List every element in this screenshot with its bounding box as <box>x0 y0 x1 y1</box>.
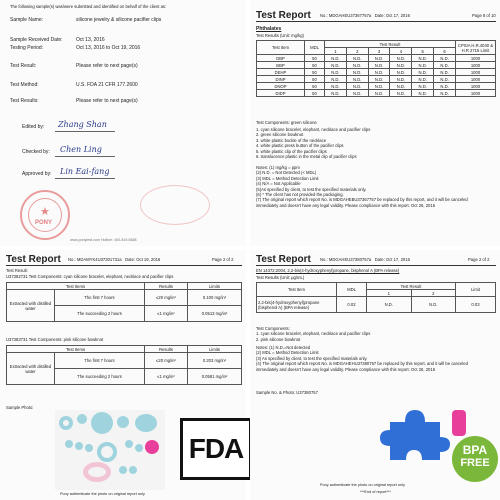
cover-footer: www.ponytest.com Hotline: 400-819-5688 <box>70 238 137 242</box>
table-cell: N.D. <box>368 69 390 76</box>
bpa-badge-line1: BPA <box>462 443 488 457</box>
table-cell: N.D. <box>346 90 368 97</box>
units-label: Test Results (Unit: µg/mL) <box>256 275 305 280</box>
table-cell: 50 <box>305 69 325 76</box>
sample-photo <box>55 410 165 490</box>
components-list <box>256 326 496 342</box>
notes-list <box>256 165 496 208</box>
extraction-table-1: Test Items Results Limits Extracted with distilled water The first 7 hours ≤20 mg/in² 0.100 mg/in² The succeeding 2 hours ≤1 mg/in² 0.0513 mg/in² <box>6 282 242 322</box>
table-cell: N.D. <box>412 83 434 90</box>
table-row <box>257 76 496 83</box>
header-rule <box>6 265 242 266</box>
table-cell: N.D. <box>390 76 412 83</box>
table-cell: 1000 <box>456 55 496 62</box>
table-cell: DNOP <box>257 83 305 90</box>
component-item: 5. white plastic clip of the pacifier clips <box>256 148 327 154</box>
bpa-badge-line2: FREE <box>460 457 490 469</box>
phthalates-table: Test Item MDL Test Result CPSIA H.R.4040 & H.R 2715 Limit 1 2 3 4 5 6 DBP 50 N.D. N.D. N.D. N.D. N.D. N.D. 1000 BBP 50 N.D. N.D. N.D. N.D. N.D. N.D. 1000 DEHP 50 N.D. N.D. N.D. N.D. N.D. N.D. 1000 DINP 50 N.D. N.D. N.D. N.D. N.D. N.D. 1000 DNOP 50 N.D. N.D. N.D. N.D. N.D. N.D. 1000 DIDP 50 N.D. N.D. N.D. N.D. N.D. N.D. 1000 <box>256 40 496 97</box>
table-cell: N.D. <box>434 90 456 97</box>
report-number: No.: MDGAHEU37380757a Date: Oct 17, 2016 <box>320 257 410 262</box>
approved-by-label: Approved by: <box>22 171 52 177</box>
table-cell: N.D. <box>346 76 368 83</box>
field-test-result: Test Result: Please refer to next page(s) <box>10 63 138 69</box>
table-cell: 50 <box>305 76 325 83</box>
units-label: Test Results (Unit: mg/kg) <box>256 33 304 38</box>
report-title: Test Report <box>256 254 311 265</box>
stamp-star-icon: ★ <box>40 206 50 218</box>
table-cell: N.D. <box>325 62 347 69</box>
table-cell: N.D. <box>325 55 347 62</box>
cover-page <box>0 0 246 246</box>
note-item: Notes: (1) N.D.=Not detected <box>256 345 311 350</box>
page-number: Page 2 of 2 <box>212 257 234 262</box>
report-number: No.: MDAMYK4U37301731a Date: Oct 19, 2016 <box>68 257 161 262</box>
table-cell: DIDP <box>257 90 305 97</box>
table-cell: N.D. <box>368 76 390 83</box>
table-cell: N.D. <box>325 83 347 90</box>
table-cell: DINP <box>257 76 305 83</box>
table-cell: N.D. <box>325 90 347 97</box>
table-cell: N.D. <box>390 55 412 62</box>
note-item: immediately and doesn't have any legal validity. Please compliance with this report. Oct 26, 2016 <box>256 202 436 208</box>
field-testing-period: Testing Period: Oct 13, 2016 to Oct 19, 2016 <box>10 45 141 51</box>
note-item: Notes: (1) mg/kg = ppm <box>256 165 300 170</box>
table-cell: 1000 <box>456 62 496 69</box>
report-number: No.: MDGAHEU37367757a Date: Oct 17, 2016 <box>320 13 410 18</box>
phthalates-report-page <box>250 0 500 246</box>
table-cell: BBP <box>257 62 305 69</box>
table-cell: 50 <box>305 55 325 62</box>
table-row <box>257 55 496 62</box>
component-item: 6. translucence plastic in the metal clip of pacifier clips <box>256 154 357 160</box>
component-item: 2. green silicone bowknot <box>256 132 304 138</box>
company-stamp <box>20 190 70 240</box>
table-cell: 50 <box>305 83 325 90</box>
table-cell: N.D. <box>434 83 456 90</box>
fda-logo: FDA <box>180 418 252 480</box>
table-cell: N.D. <box>412 62 434 69</box>
section2-sample: U37383731 Test Components: pink silicone bowknot <box>6 337 104 342</box>
table-cell: N.D. <box>434 76 456 83</box>
note-item: (4) The original report which report No. is MDGAHEHU37380757 be replaced by this report, and it will be canceled <box>256 361 468 367</box>
table-cell: N.D. <box>390 90 412 97</box>
table-cell: N.D. <box>434 69 456 76</box>
table-cell: 1000 <box>456 83 496 90</box>
report-title: Test Report <box>256 10 311 21</box>
checked-by-label: Checked by: <box>22 149 50 155</box>
approved-by-signature: Lin Eai-fang <box>60 167 110 176</box>
end-of-report: ***End of report*** <box>360 490 391 494</box>
notes-list <box>256 345 496 372</box>
field-test-results: Test Results: Please refer to next page(s) <box>10 98 138 104</box>
table-cell: DEHP <box>257 69 305 76</box>
note-item: (3) As specified by client, to test the specified materials only. <box>256 355 368 361</box>
page-number: Page 2 of 2 <box>468 257 490 262</box>
table-cell: N.D. <box>390 83 412 90</box>
table-cell: N.D. <box>390 69 412 76</box>
table-cell: N.D. <box>325 69 347 76</box>
signature-line <box>55 156 115 157</box>
table-row <box>257 69 496 76</box>
table-cell: N.D. <box>412 90 434 97</box>
note-item: (6) * The client has not provided the packaging. <box>256 192 344 198</box>
component-item: 1. cyan silicone bracelet, elephant, necklace and pacifier clips <box>256 127 371 132</box>
edited-by-label: Edited by: <box>22 124 45 130</box>
component-item: 1. cyan silicone bracelet, elephant, necklace and pacifier clips <box>256 331 371 337</box>
table-cell: N.D. <box>346 83 368 90</box>
component-item: Test Components: <box>256 326 290 331</box>
table-cell: N.D. <box>368 55 390 62</box>
table-cell: N.D. <box>412 69 434 76</box>
test-result-label: Test Result: <box>6 268 28 273</box>
table-cell: N.D. <box>434 55 456 62</box>
report-title: Test Report <box>6 254 61 265</box>
table-cell: 1000 <box>456 76 496 83</box>
sample-label: Sample No. & Photo: U37380757 <box>256 390 318 395</box>
component-item: 3. white plastic buckle of the necklace <box>256 137 327 143</box>
cover-header-line: The following sample(s) was/were submitted and identified on behalf of the client as: <box>10 4 167 9</box>
note-item: (7) The original report which report No. is MDGAHEBU37367757 be replaced by this report, and it will be canceled <box>256 197 468 203</box>
photo-caption: Pony authenticate the photo on original report only <box>60 492 145 496</box>
stamp-text: PONY <box>35 220 53 226</box>
table-cell: N.D. <box>434 62 456 69</box>
edited-by-signature: Zhang Shan <box>58 120 107 129</box>
table-cell: N.D. <box>390 62 412 69</box>
field-test-method: Test Method: U.S. FDA 21 CFR 177.2600 <box>10 82 138 88</box>
table-cell: 1000 <box>456 69 496 76</box>
components-list <box>256 127 496 159</box>
table-cell: N.D. <box>346 55 368 62</box>
table-cell: N.D. <box>368 90 390 97</box>
table-cell: 50 <box>305 90 325 97</box>
table-cell: N.D. <box>412 76 434 83</box>
table-row <box>257 62 496 69</box>
table-cell: N.D. <box>346 62 368 69</box>
table-cell: N.D. <box>346 69 368 76</box>
header-rule <box>256 21 496 22</box>
photo-caption: Pony authenticate the photo on original report only <box>320 483 405 487</box>
table-cell: DBP <box>257 55 305 62</box>
table-cell: N.D. <box>368 83 390 90</box>
sample-photo-label: Sample Photo: <box>6 405 34 410</box>
puzzle-piece-icon <box>380 402 450 462</box>
note-item: (2) MDL = Method Detection Limit <box>256 350 319 356</box>
page-number: Page 8 of 10 <box>472 13 496 18</box>
table-cell: N.D. <box>325 76 347 83</box>
header-rule <box>256 265 496 266</box>
field-sample-name: Sample Name: silicone jewelry & silicone pacifier clips <box>10 17 162 23</box>
bpa-table: Test Item MDL Test Result Limit 1 2 2,2-bis(4-hydroxyphenyl)propane (bisphenol A) (BPA release) 0.02 N.D. N.D. 0.03 <box>256 282 496 313</box>
signature-line <box>55 178 115 179</box>
component-item: 4. white plastic press button of the pacifier clips <box>256 143 344 149</box>
section1-sample: U37382731 Test Components: cyan silicone bracelet, elephant, necklace and pacifier clips <box>6 274 174 279</box>
watermark-seal <box>140 185 210 225</box>
note-item: (4) N/A = Not Applicable <box>256 181 301 187</box>
pink-bowknot <box>452 410 466 436</box>
signature-line <box>55 131 115 132</box>
standard-title: EN 14372:2004, 2,2-bis(4-hydroxyphenyl)propane, bisphenol A (BPA release) <box>256 268 400 273</box>
table-cell: 1000 <box>456 90 496 97</box>
phthalates-table-body <box>257 55 496 97</box>
extraction-table-2: Test Items Results Limits Extracted with distilled water The first 7 hours ≤20 mg/in² 0.203 mg/in² The succeeding 2 hours ≤1 mg/in² 0.0581 mg/in² <box>6 345 242 385</box>
checked-by-signature: Chen Ling <box>60 145 102 154</box>
bpa-free-badge <box>452 436 498 482</box>
table-cell: N.D. <box>412 55 434 62</box>
field-received-date: Sample Received Date: Oct 13, 2016 <box>10 37 105 43</box>
note-item: immediately and doesn't have any legal validity. Please compliance with this report. Oct 26, 2016 <box>256 366 436 372</box>
section-title: Phthalates <box>256 26 282 32</box>
note-item: (2) N.D. = Not Detected (< MDL) <box>256 170 317 176</box>
note-item: (3) MDL = Method Detection Limit <box>256 175 319 181</box>
components-title: Test Components: green silicone <box>256 120 317 125</box>
table-cell: 50 <box>305 62 325 69</box>
note-item: (5)As specified by client, to test the specified materials only. <box>256 186 367 192</box>
table-row <box>257 90 496 97</box>
table-row <box>257 83 496 90</box>
table-cell: N.D. <box>368 62 390 69</box>
component-item: 2. pink silicone bowknot <box>256 336 301 342</box>
